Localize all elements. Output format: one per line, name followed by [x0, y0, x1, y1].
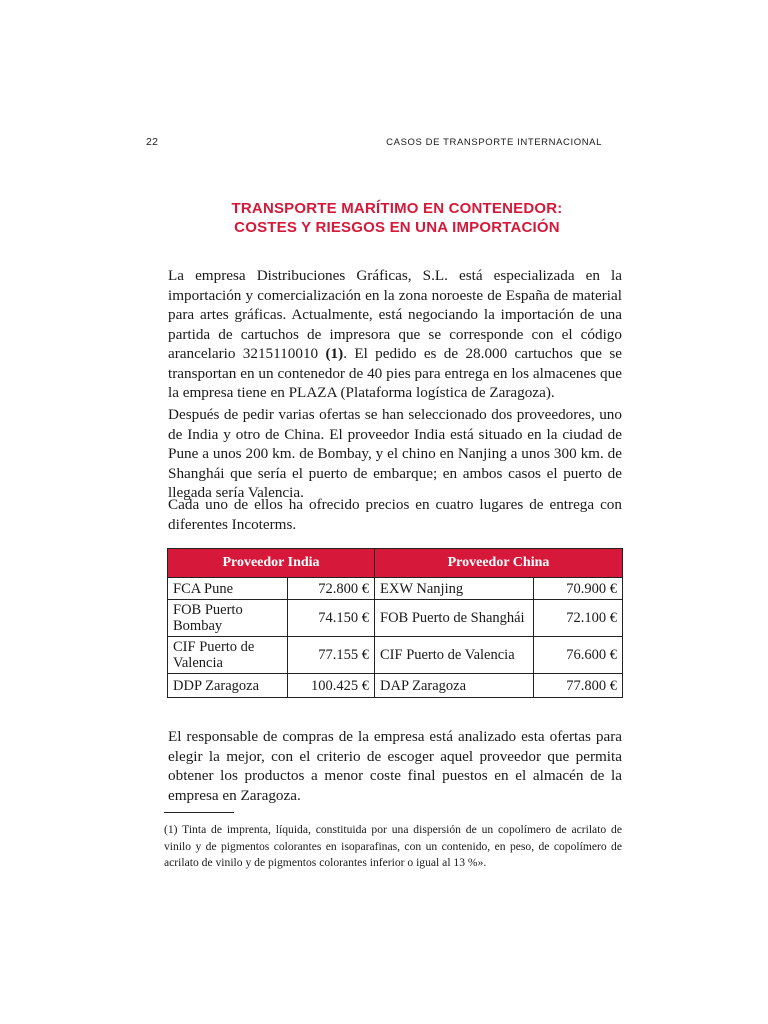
- china-price-cell: 77.800 €: [534, 674, 623, 698]
- india-price-cell: 100.425 €: [288, 674, 375, 698]
- paragraph-decision: El responsable de compras de la empresa está analizado esta ofertas para elegir la mejor, con el criterio de escoger aquel proveedor que permita obtener los productos a menor coste final puestos en el almacén de la empresa en Zaragoza.: [168, 728, 622, 804]
- table-row: [168, 637, 623, 674]
- footnote-reference[interactable]: (1): [325, 345, 344, 362]
- header-india: Proveedor India: [168, 549, 375, 578]
- table-header-row: [168, 549, 623, 578]
- china-price-cell: 72.100 €: [534, 600, 623, 637]
- running-header: CASOS DE TRANSPORTE INTERNACIONAL: [386, 137, 602, 148]
- paragraph-text: La empresa Distribuciones Gráficas, S.L. está especializada en la importación y comercialización en la zona noroeste de España de material para artes gráficas. Actualmente, está negociando la importación de una partida de cartuchos de impresora que se corresponde con el código arancelario 3215110010: [168, 267, 622, 362]
- footnote-divider: [164, 812, 234, 813]
- chapter-title-line-1: TRANSPORTE MARÍTIMO EN CONTENEDOR:: [231, 200, 563, 217]
- china-term-cell: DAP Zaragoza: [375, 674, 534, 698]
- offers-table: [167, 548, 623, 698]
- india-term-cell: FOB Puerto Bombay: [168, 600, 288, 637]
- paragraph-suppliers: Después de pedir varias ofertas se han seleccionado dos proveedores, uno de India y otro de China. El proveedor India está situado en la ciudad de Pune a unos 200 km. de Bombay, y el chino en Nanjing a unos 300 km. de Shanghái que sería el puerto de embarque; en ambos casos el puerto de llegada sería Valencia.: [168, 406, 622, 501]
- table-row: [168, 674, 623, 698]
- china-term-cell: FOB Puerto de Shanghái: [375, 600, 534, 637]
- india-price-cell: 74.150 €: [288, 600, 375, 637]
- china-price-cell: 76.600 €: [534, 637, 623, 674]
- china-term-cell: CIF Puerto de Valencia: [375, 637, 534, 674]
- header-china: Proveedor China: [375, 549, 623, 578]
- page-number: 22: [146, 136, 159, 148]
- china-price-cell: 70.900 €: [534, 578, 623, 600]
- india-term-cell: DDP Zaragoza: [168, 674, 288, 698]
- paragraph-incoterms: Cada uno de ellos ha ofrecido precios en cuatro lugares de entrega con diferentes Incoterms.: [168, 496, 622, 533]
- chapter-title-line-2: COSTES Y RIESGOS EN UNA IMPORTACIÓN: [234, 219, 560, 236]
- china-term-cell: EXW Nanjing: [375, 578, 534, 600]
- paragraph-company-intro: [168, 266, 622, 403]
- india-term-cell: CIF Puerto de Valencia: [168, 637, 288, 674]
- footnote: (1) Tinta de imprenta, líquida, constituida por una dispersión de un copolímero de acrilato de vinilo y de pigmentos colorantes en isoparafinas, con un contenido, en peso, de copolímero de acrilato de vinilo y de pigmentos colorantes inferior o igual al 13 %».: [164, 823, 622, 869]
- table-row: [168, 578, 623, 600]
- chapter-title: [160, 199, 634, 237]
- india-price-cell: 77.155 €: [288, 637, 375, 674]
- india-price-cell: 72.800 €: [288, 578, 375, 600]
- india-term-cell: FCA Pune: [168, 578, 288, 600]
- table-row: [168, 600, 623, 637]
- paragraph-text: . El pedido es de 28.000 cartuchos que se transportan en un contenedor de 40 pies para entrega en los almacenes que la empresa tiene en PLAZA (Plataforma logística de Zaragoza).: [168, 345, 622, 401]
